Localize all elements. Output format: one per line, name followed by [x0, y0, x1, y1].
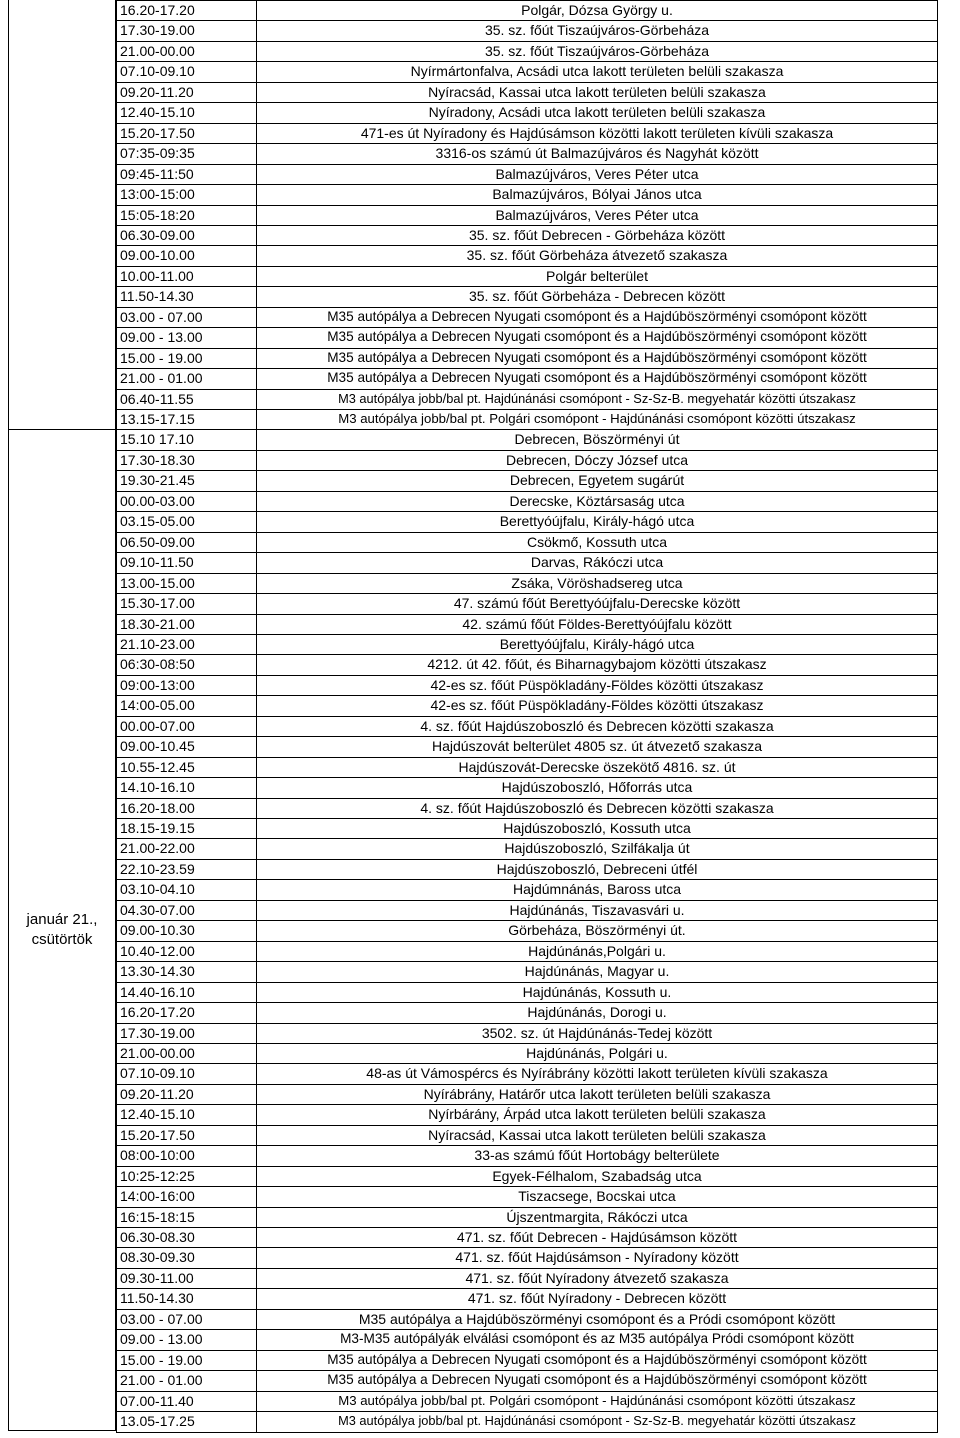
time-cell: 17.30-18.30	[120, 451, 195, 468]
table-row	[116, 123, 938, 144]
time-cell: 21.00 - 01.00	[120, 370, 203, 387]
row-divider	[116, 736, 938, 737]
time-cell: 04.30-07.00	[120, 901, 195, 918]
row-divider	[116, 1125, 938, 1126]
table-row	[116, 1207, 938, 1228]
table-row	[116, 798, 938, 819]
row-divider	[116, 511, 938, 512]
row-divider	[116, 654, 938, 655]
table-row	[116, 736, 938, 757]
table-row	[116, 348, 938, 369]
column-divider	[256, 0, 257, 1432]
table-row	[116, 1288, 938, 1309]
row-divider	[116, 961, 938, 962]
table-row	[116, 225, 938, 246]
time-cell: 09.00-10.45	[120, 738, 195, 755]
table-row	[116, 164, 938, 185]
table-row	[116, 1391, 938, 1412]
time-cell: 07.00-11.40	[120, 1392, 194, 1409]
route-cell: M35 autópálya a Debrecen Nyugati csomópont és a Hajdúböszörményi csomópont között	[327, 1372, 867, 1388]
table-row	[116, 1084, 938, 1105]
table-row	[116, 1350, 938, 1371]
time-cell: 18.15-19.15	[120, 820, 195, 836]
table-row	[116, 41, 938, 62]
row-divider	[116, 757, 938, 758]
row-divider	[116, 1391, 938, 1392]
route-cell: 4212. út 42. főút, és Biharnagybajom közötti útszakasz	[427, 656, 767, 673]
table-row	[116, 470, 938, 491]
table-row	[116, 82, 938, 103]
route-cell: 42. számú főút Földes-Berettyóújfalu között	[462, 615, 732, 632]
row-divider	[116, 1166, 938, 1167]
route-cell: Derecske, Köztársaság utca	[509, 492, 685, 509]
row-divider	[116, 859, 938, 860]
time-cell: 09:45-11:50	[120, 165, 194, 182]
time-cell: 03.10-04.10	[120, 881, 195, 898]
route-cell: 471. sz. főút Debrecen - Hajdúsámson között	[456, 1229, 738, 1245]
time-cell: 17.30-19.00	[120, 22, 195, 39]
route-cell: 42-es sz. főút Püspökladány-Földes közötti útszakasz	[430, 697, 764, 714]
table-row	[116, 1227, 938, 1248]
table-row	[116, 1329, 938, 1350]
time-cell: 06.50-09.00	[120, 533, 195, 550]
time-cell: 21.00 - 01.00	[120, 1372, 203, 1389]
row-divider	[116, 573, 938, 574]
row-divider	[116, 20, 938, 21]
table-row	[116, 818, 938, 839]
row-divider	[116, 307, 938, 308]
table-row	[116, 20, 938, 41]
row-divider	[116, 982, 938, 983]
time-cell: 12.40-15.10	[120, 1106, 195, 1123]
time-cell: 17.30-19.00	[120, 1024, 195, 1041]
row-divider	[116, 838, 938, 839]
route-cell: Nyírábrány, Határőr utca lakott területen belüli szakasza	[423, 1085, 771, 1102]
route-cell: Polgár belterület	[546, 267, 648, 284]
row-divider	[116, 1370, 938, 1371]
table-row	[116, 1370, 938, 1391]
time-cell: 14:00-16:00	[120, 1188, 195, 1205]
route-cell: Balmazújváros, Veres Péter utca	[495, 206, 699, 223]
row-divider	[116, 798, 938, 799]
time-cell: 21.00-00.00	[120, 42, 195, 59]
table-row	[116, 491, 938, 512]
time-cell: 16:15-18:15	[120, 1208, 195, 1225]
table-row	[116, 1145, 938, 1166]
route-cell: Tiszacsege, Bocskai utca	[518, 1188, 676, 1205]
table-row	[116, 450, 938, 471]
route-cell: Hajdúnánás, Dorogi u.	[527, 1004, 667, 1021]
route-cell: 471. sz. főút Nyíradony - Debrecen között	[467, 1290, 727, 1307]
time-cell: 06.40-11.55	[120, 390, 194, 407]
time-cell: 09.00 - 13.00	[120, 1331, 203, 1348]
route-cell: M35 autópálya a Debrecen Nyugati csomópont és a Hajdúböszörményi csomópont között	[327, 308, 867, 324]
time-cell: 13.15-17.15	[120, 411, 195, 427]
time-cell: 09.00 - 13.00	[120, 329, 203, 346]
time-cell: 07:35-09:35	[120, 145, 195, 162]
route-cell: Zsáka, Vöröshadsereg utca	[511, 574, 683, 591]
time-cell: 07.10-09.10	[120, 63, 195, 80]
route-cell: Polgár, Dózsa György u.	[521, 2, 673, 18]
time-cell: 15.30-17.00	[120, 595, 195, 612]
column-divider	[937, 0, 938, 1432]
table-row	[116, 327, 938, 348]
route-cell: M3 autópálya jobb/bal pt. Hajdúnánási csomópont - Sz-Sz-B. megyehatár közötti útszakasz	[338, 390, 856, 406]
table-row	[116, 838, 938, 859]
table-row	[116, 900, 938, 921]
route-cell: M35 autópálya a Debrecen Nyugati csomópont és a Hajdúböszörményi csomópont között	[327, 370, 867, 386]
route-cell: Hajdúszovát-Derecske öszekötő 4816. sz. út	[458, 758, 736, 775]
row-divider	[116, 1227, 938, 1228]
row-divider	[116, 879, 938, 880]
row-divider	[116, 450, 938, 451]
row-divider	[116, 429, 938, 430]
row-divider	[116, 184, 938, 185]
table-row	[116, 102, 938, 123]
route-cell: M3 autópálya jobb/bal pt. Hajdúnánási csomópont - Sz-Sz-B. megyehatár közötti útszakasz	[338, 1413, 856, 1429]
table-row	[116, 593, 938, 614]
table-row	[116, 859, 938, 880]
time-cell: 07.10-09.10	[120, 1065, 195, 1082]
table-row	[116, 1063, 938, 1084]
row-divider	[116, 205, 938, 206]
route-cell: Nyíradony, Acsádi utca lakott területen belüli szakasza	[428, 104, 766, 121]
time-cell: 13.05-17.25	[120, 1413, 195, 1430]
table-row	[116, 1023, 938, 1044]
date-cell-previous	[8, 0, 116, 429]
route-cell: 3316-os számú út Balmazújváros és Nagyhát között	[435, 145, 759, 162]
date-column	[8, 0, 116, 1434]
route-cell: Hajdúnánás, Polgári u.	[526, 1044, 668, 1061]
row-divider	[116, 532, 938, 533]
table-row	[116, 675, 938, 696]
column-divider	[116, 0, 117, 1432]
row-divider	[116, 1104, 938, 1105]
route-cell: Hajdúszoboszló, Hőforrás utca	[501, 779, 693, 796]
time-cell: 10.55-12.45	[120, 758, 195, 775]
row-divider	[116, 368, 938, 369]
table-row	[116, 716, 938, 737]
table-row	[116, 1002, 938, 1023]
row-divider	[116, 818, 938, 819]
table-row	[116, 757, 938, 778]
route-cell: M35 autópálya a Hajdúböszörményi csomópont és a Pródi csomópont között	[358, 1310, 836, 1327]
row-divider	[116, 266, 938, 267]
route-cell: Hajdúszoboszló, Kossuth utca	[503, 820, 691, 836]
table-row	[116, 368, 938, 389]
time-cell: 06.30-08.30	[120, 1229, 195, 1245]
table-row	[116, 941, 938, 962]
time-cell: 08:00-10:00	[120, 1147, 195, 1164]
time-cell: 15.20-17.50	[120, 1126, 195, 1143]
route-cell: 4. sz. főút Hajdúszoboszló és Debrecen közötti szakasza	[420, 717, 774, 734]
route-cell: Debrecen, Böszörményi út	[514, 431, 680, 448]
time-cell: 15.00 - 19.00	[120, 1351, 203, 1368]
time-cell: 21.00-00.00	[120, 1044, 195, 1061]
time-cell: 16.20-17.20	[120, 2, 195, 18]
table-row	[116, 307, 938, 328]
table-row	[116, 0, 938, 21]
date-cell	[8, 429, 116, 1431]
time-cell: 14.10-16.10	[120, 779, 195, 796]
route-cell: 35. sz. főút Görbeháza - Debrecen között	[468, 288, 726, 305]
route-cell: Balmazújváros, Bólyai János utca	[492, 186, 702, 203]
time-cell: 09.20-11.20	[120, 83, 194, 100]
route-cell: Debrecen, Egyetem sugárút	[509, 472, 685, 489]
table-row	[116, 961, 938, 982]
row-divider	[116, 286, 938, 287]
route-cell: 33-as számú főút Hortobágy belterülete	[474, 1147, 720, 1164]
route-cell: Hajdúnánás,Polgári u.	[528, 942, 666, 959]
row-divider	[116, 614, 938, 615]
table-row	[116, 695, 938, 716]
route-cell: M3 autópálya jobb/bal pt. Polgári csomópont - Hajdúnánási csomópont közötti útszakasz	[338, 411, 856, 426]
time-cell: 06:30-08:50	[120, 656, 195, 673]
row-divider	[116, 1247, 938, 1248]
row-divider	[116, 1084, 938, 1085]
route-cell: Hajdúszoboszló, Debreceni útfél	[496, 860, 698, 877]
time-cell: 11.50-14.30	[120, 1290, 194, 1307]
route-cell: Egyek-Félhalom, Szabadság utca	[492, 1167, 702, 1184]
table-row	[116, 245, 938, 266]
time-cell: 14.40-16.10	[120, 983, 195, 1000]
row-divider	[116, 920, 938, 921]
table-row	[116, 1043, 938, 1064]
table-row	[116, 61, 938, 82]
row-divider	[116, 143, 938, 144]
table-row	[116, 634, 938, 655]
time-cell: 15.10 17.10	[120, 431, 194, 448]
time-cell: 03.00 - 07.00	[120, 1310, 203, 1327]
table-row	[116, 532, 938, 553]
row-divider	[116, 1145, 938, 1146]
route-cell: Újszentmargita, Rákóczi utca	[506, 1208, 688, 1225]
route-cell: 42-es sz. főút Püspökladány-Földes közötti útszakasz	[430, 676, 764, 693]
row-divider	[116, 470, 938, 471]
time-cell: 16.20-18.00	[120, 799, 195, 816]
time-cell: 03.00 - 07.00	[120, 308, 203, 325]
row-divider	[116, 695, 938, 696]
table-row	[116, 143, 938, 164]
row-divider	[116, 389, 938, 390]
row-divider	[116, 1432, 938, 1433]
time-cell: 16.20-17.20	[120, 1004, 195, 1021]
row-divider	[116, 61, 938, 62]
table-row	[116, 879, 938, 900]
time-cell: 19.30-21.45	[120, 472, 195, 489]
route-cell: Hajdúnánás, Magyar u.	[524, 963, 670, 980]
row-divider	[116, 1043, 938, 1044]
time-cell: 22.10-23.59	[120, 860, 195, 877]
time-cell: 03.15-05.00	[120, 513, 195, 530]
table-row	[116, 1411, 938, 1432]
route-cell: 35. sz. főút Tiszaújváros-Görbeháza	[484, 42, 710, 59]
row-divider	[116, 123, 938, 124]
table-row	[116, 1186, 938, 1207]
time-cell: 21.00-22.00	[120, 840, 195, 857]
table-row	[116, 205, 938, 226]
route-cell: Nyíracsád, Kassai utca lakott területen belüli szakasza	[428, 83, 766, 100]
row-divider	[116, 82, 938, 83]
row-divider	[116, 1329, 938, 1330]
route-cell: 471. sz. főút Nyíradony átvezető szakasza	[465, 1269, 729, 1286]
time-cell: 09.10-11.50	[120, 554, 194, 571]
time-cell: 18.30-21.00	[120, 615, 195, 632]
time-cell: 10:25-12:25	[120, 1167, 195, 1184]
row-divider	[116, 1411, 938, 1412]
row-divider	[116, 245, 938, 246]
time-cell: 09.00-10.00	[120, 247, 195, 264]
row-divider	[116, 1268, 938, 1269]
route-cell: Debrecen, Dóczy József utca	[505, 451, 689, 468]
table-row	[116, 1104, 938, 1125]
route-cell: Nyírmártonfalva, Acsádi utca lakott területen belüli szakasza	[410, 63, 784, 80]
route-cell: Berettyóújfalu, Király-hágó utca	[499, 513, 695, 530]
table-row	[116, 982, 938, 1003]
route-cell: 471-es út Nyíradony és Hajdúsámson közötti lakott területen kívüli szakasza	[360, 124, 834, 141]
row-divider	[116, 409, 938, 410]
table-row	[116, 654, 938, 675]
route-cell: Hajdúnánás, Kossuth u.	[522, 983, 672, 1000]
row-divider	[116, 1207, 938, 1208]
route-cell: 35. sz. főút Debrecen - Görbeháza között	[468, 226, 726, 243]
time-cell: 13:00-15:00	[120, 186, 195, 203]
time-cell: 10.40-12.00	[120, 942, 195, 959]
table-row	[116, 1247, 938, 1268]
row-divider	[116, 1023, 938, 1024]
time-cell: 11.50-14.30	[120, 288, 194, 305]
table-row	[116, 409, 938, 430]
route-cell: Hajdúmnánás, Baross utca	[512, 881, 682, 898]
time-cell: 09.00-10.30	[120, 922, 195, 939]
table-row	[116, 1166, 938, 1187]
route-cell: 471. sz. főút Hajdúsámson - Nyíradony között	[455, 1249, 739, 1266]
row-divider	[116, 941, 938, 942]
table-row	[116, 552, 938, 573]
table-row	[116, 777, 938, 798]
route-cell: M35 autópálya a Debrecen Nyugati csomópont és a Hajdúböszörményi csomópont között	[327, 1351, 867, 1367]
table-row	[116, 920, 938, 941]
time-cell: 09.30-11.00	[120, 1269, 194, 1286]
row-divider	[116, 1309, 938, 1310]
row-divider	[116, 348, 938, 349]
time-cell: 06.30-09.00	[120, 226, 195, 243]
route-cell: 3502. sz. út Hajdúnánás-Tedej között	[481, 1024, 713, 1041]
table-row	[116, 1309, 938, 1330]
table-row	[116, 511, 938, 532]
table-row	[116, 266, 938, 287]
route-cell: Csökmő, Kossuth utca	[526, 533, 668, 550]
table-row	[116, 389, 938, 410]
table-row	[116, 614, 938, 635]
time-cell: 15:05-18:20	[120, 206, 195, 223]
row-divider	[116, 102, 938, 103]
row-divider	[116, 1186, 938, 1187]
row-divider	[116, 675, 938, 676]
time-cell: 08.30-09.30	[120, 1249, 195, 1266]
row-divider	[116, 0, 938, 1]
route-cell: M3-M35 autópályák elválási csomópont és az M35 autópálya Pródi csomópont között	[340, 1331, 854, 1347]
route-cell: M35 autópálya a Debrecen Nyugati csomópont és a Hajdúböszörményi csomópont között	[327, 329, 867, 345]
time-cell: 15.20-17.50	[120, 124, 195, 141]
row-divider	[116, 777, 938, 778]
time-cell: 15.00 - 19.00	[120, 349, 203, 366]
route-cell: Hajdúnánás, Tiszavasvári u.	[509, 901, 685, 918]
row-divider	[116, 1288, 938, 1289]
route-cell: Hajdúszovát belterület 4805 sz. út átvezető szakasza	[432, 738, 762, 755]
time-cell: 13.00-15.00	[120, 574, 195, 591]
time-cell: 10.00-11.00	[120, 267, 194, 284]
time-cell: 09:00-13:00	[120, 676, 195, 693]
row-divider	[116, 593, 938, 594]
row-divider	[116, 1002, 938, 1003]
table-row	[116, 1125, 938, 1146]
row-divider	[116, 327, 938, 328]
time-cell: 12.40-15.10	[120, 104, 195, 121]
route-cell: Nyíracsád, Kassai utca lakott területen belüli szakasza	[428, 1126, 766, 1143]
table-row	[116, 184, 938, 205]
route-cell: Nyírbárány, Árpád utca lakott területen belüli szakasza	[428, 1106, 766, 1123]
table-row	[116, 429, 938, 450]
row-divider	[116, 1350, 938, 1351]
row-divider	[116, 900, 938, 901]
route-cell: 4. sz. főút Hajdúszoboszló és Debrecen közötti szakasza	[420, 799, 774, 816]
row-divider	[116, 225, 938, 226]
row-divider	[116, 1063, 938, 1064]
route-cell: M3 autópálya jobb/bal pt. Polgári csomópont - Hajdúnánási csomópont közötti útszakasz	[338, 1392, 856, 1408]
time-cell: 13.30-14.30	[120, 963, 195, 980]
time-cell: 00.00-07.00	[120, 717, 195, 734]
table-row	[116, 573, 938, 594]
route-cell: Hajdúszoboszló, Szilfákalja út	[504, 840, 690, 857]
route-cell: Balmazújváros, Veres Péter utca	[495, 165, 699, 182]
route-cell: 47. számú főút Berettyóújfalu-Derecske között	[453, 595, 741, 612]
time-cell: 14:00-05.00	[120, 697, 195, 714]
row-divider	[116, 716, 938, 717]
route-cell: M35 autópálya a Debrecen Nyugati csomópont és a Hajdúböszörményi csomópont között	[327, 349, 867, 365]
route-cell: Görbeháza, Böszörményi út.	[508, 922, 686, 939]
route-cell: Darvas, Rákóczi utca	[530, 554, 664, 571]
table-row	[116, 286, 938, 307]
time-cell: 00.00-03.00	[120, 492, 195, 509]
row-divider	[116, 552, 938, 553]
day-label: január 21., csütörtök	[26, 911, 98, 949]
route-cell: 48-as út Vámospércs és Nyírábrány közötti lakott területen kívüli szakasza	[366, 1065, 828, 1082]
time-cell: 09.20-11.20	[120, 1085, 194, 1102]
time-cell: 21.10-23.00	[120, 635, 195, 652]
schedule-table	[116, 0, 938, 1434]
route-cell: 35. sz. főút Görbeháza átvezető szakasza	[466, 247, 728, 264]
row-divider	[116, 634, 938, 635]
row-divider	[116, 491, 938, 492]
row-divider	[116, 164, 938, 165]
route-cell: 35. sz. főút Tiszaújváros-Görbeháza	[484, 22, 710, 39]
route-cell: Berettyóújfalu, Király-hágó utca	[499, 635, 695, 652]
row-divider	[116, 41, 938, 42]
table-row	[116, 1268, 938, 1289]
